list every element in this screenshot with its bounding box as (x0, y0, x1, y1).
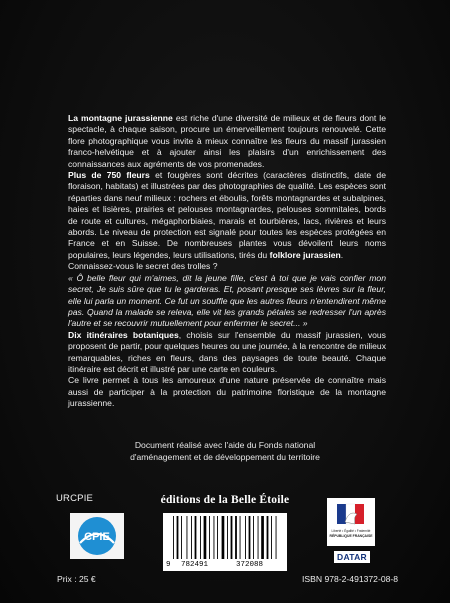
blurb-paragraph-conclusion: Ce livre permet à tous les amoureux d'une nature préservée de connaître mais aussi de participer à la protection du patrimoine floristique de la montagne jurassienne. (68, 375, 386, 409)
barcode-digits (163, 561, 287, 571)
barcode-bar (249, 516, 251, 559)
barcode-bar (209, 516, 210, 559)
barcode-bar (276, 516, 277, 559)
barcode-bar (214, 516, 215, 559)
barcode-bar (181, 516, 182, 559)
barcode-bar (217, 516, 218, 559)
barcode-bar (253, 516, 254, 559)
barcode-bar (227, 516, 228, 559)
book-price: Prix : 25 € (57, 574, 96, 584)
barcode-bar (267, 516, 269, 559)
barcode-first-digit: 9 (166, 561, 171, 569)
urcpie-label: URCPIE (56, 493, 94, 504)
barcode-bar (271, 516, 272, 559)
marianne-motto: Liberté • Égalité • Fraternité (331, 529, 371, 533)
barcode-bar (235, 516, 237, 559)
publisher-name: éditions de la Belle Étoile (160, 494, 290, 506)
barcode-bar (195, 516, 197, 559)
blurb-paragraph-intro: La montagne jurassienne est riche d'une diversité de milieux et de fleurs dont le spectacle, à chaque saison, procure un émerveillement toujours renouvelé. Cette flore photographique vous invite à mieux connaître les fleurs du massif jurassien franco-helvétique et à ajouter ainsi les plaisirs d'un enrichissement des connaissances aux agréments de vos promenades. (68, 113, 386, 169)
cpie-logo-text: CPIE (84, 531, 110, 543)
funding-credit-line-1: Document réalisé avec l'aide du Fonds national (134, 440, 316, 450)
isbn-barcode (163, 513, 287, 571)
barcode-bar (231, 516, 233, 559)
barcode-bar (200, 516, 201, 559)
marianne-logo-graphic (327, 498, 375, 546)
barcode-bar (240, 516, 241, 559)
back-cover-blurb (68, 113, 386, 410)
blurb-paragraph-species: Plus de 750 fleurs et fougères sont décrites (caractères distinctifs, date de floraison, habitats) et illustrées par des photographies de qualité. Les espèces sont réparties dans neuf milieux : rochers et éboulis, forêts montagnardes et subalpines, haies et lisières, prairies et pelouses montagnardes, pelouses sommitales, bords de route et cultures, mégaphorbiaies, marais et tourbières, lacs, rivières et leurs abords. Le niveau de protection est signalé pour toutes les espèces protégées en France et en Suisse. De nombreuses plantes vous dévoilent leurs noms populaires, leurs légendes, leurs utilisations, tirés du folklore jurassien. (68, 170, 386, 260)
barcode-bar (173, 516, 174, 559)
funding-credit (100, 440, 350, 463)
marianne-logo (327, 498, 375, 546)
cpie-logo-graphic (70, 513, 124, 559)
blurb-paragraph-quote: « Ô belle fleur qui m'aimes, dit la jeune fille, c'est à toi que je vais confier mon secret, Je suis sûre que tu le garderas. Et, posant presque ses lèvres sur la fleur, elle lui parla un moment. Ce fut un souffle que les autres fleurs n'entendirent même pas. Quand la malade se releva, elle vit les grands pétales se redresser l'un après l'autre et se recouvrir mutuellement pour enfermer le secret... » (68, 272, 386, 329)
cpie-logo (70, 513, 124, 559)
book-isbn: ISBN 978-2-491372-08-8 (302, 574, 399, 584)
barcode-right-group: 372088 (236, 561, 264, 569)
marianne-republic: RÉPUBLIQUE FRANÇAISE (329, 534, 373, 538)
barcode-bar (222, 516, 225, 559)
barcode-bar (258, 516, 259, 559)
barcode-bar (191, 516, 192, 559)
barcode-left-group: 782491 (181, 561, 209, 569)
datar-logo: DATAR (334, 551, 370, 563)
funding-credit-line-2: d'aménagement et de développement du territoire (130, 451, 320, 462)
barcode-bar (187, 516, 188, 559)
barcode-bars (163, 513, 287, 561)
marianne-flag-blue (337, 504, 346, 524)
blurb-paragraph-question: Connaissez-vous le secret des trolles ? (68, 261, 218, 272)
barcode-bar (204, 516, 207, 559)
barcode-bar (177, 516, 179, 559)
blurb-paragraph-itineraries: Dix itinéraires botaniques, choisis sur l'ensemble du massif jurassien, vous proposent de partir, pour quelques heures ou une journée, à la rencontre de milieux remarquables, riches en fleurs, dans des paysages de toute beauté. Chaque itinéraire est décrit et illustré par une carte en couleurs. (68, 329, 386, 374)
barcode-bar (261, 516, 264, 559)
barcode-bar (245, 516, 246, 559)
